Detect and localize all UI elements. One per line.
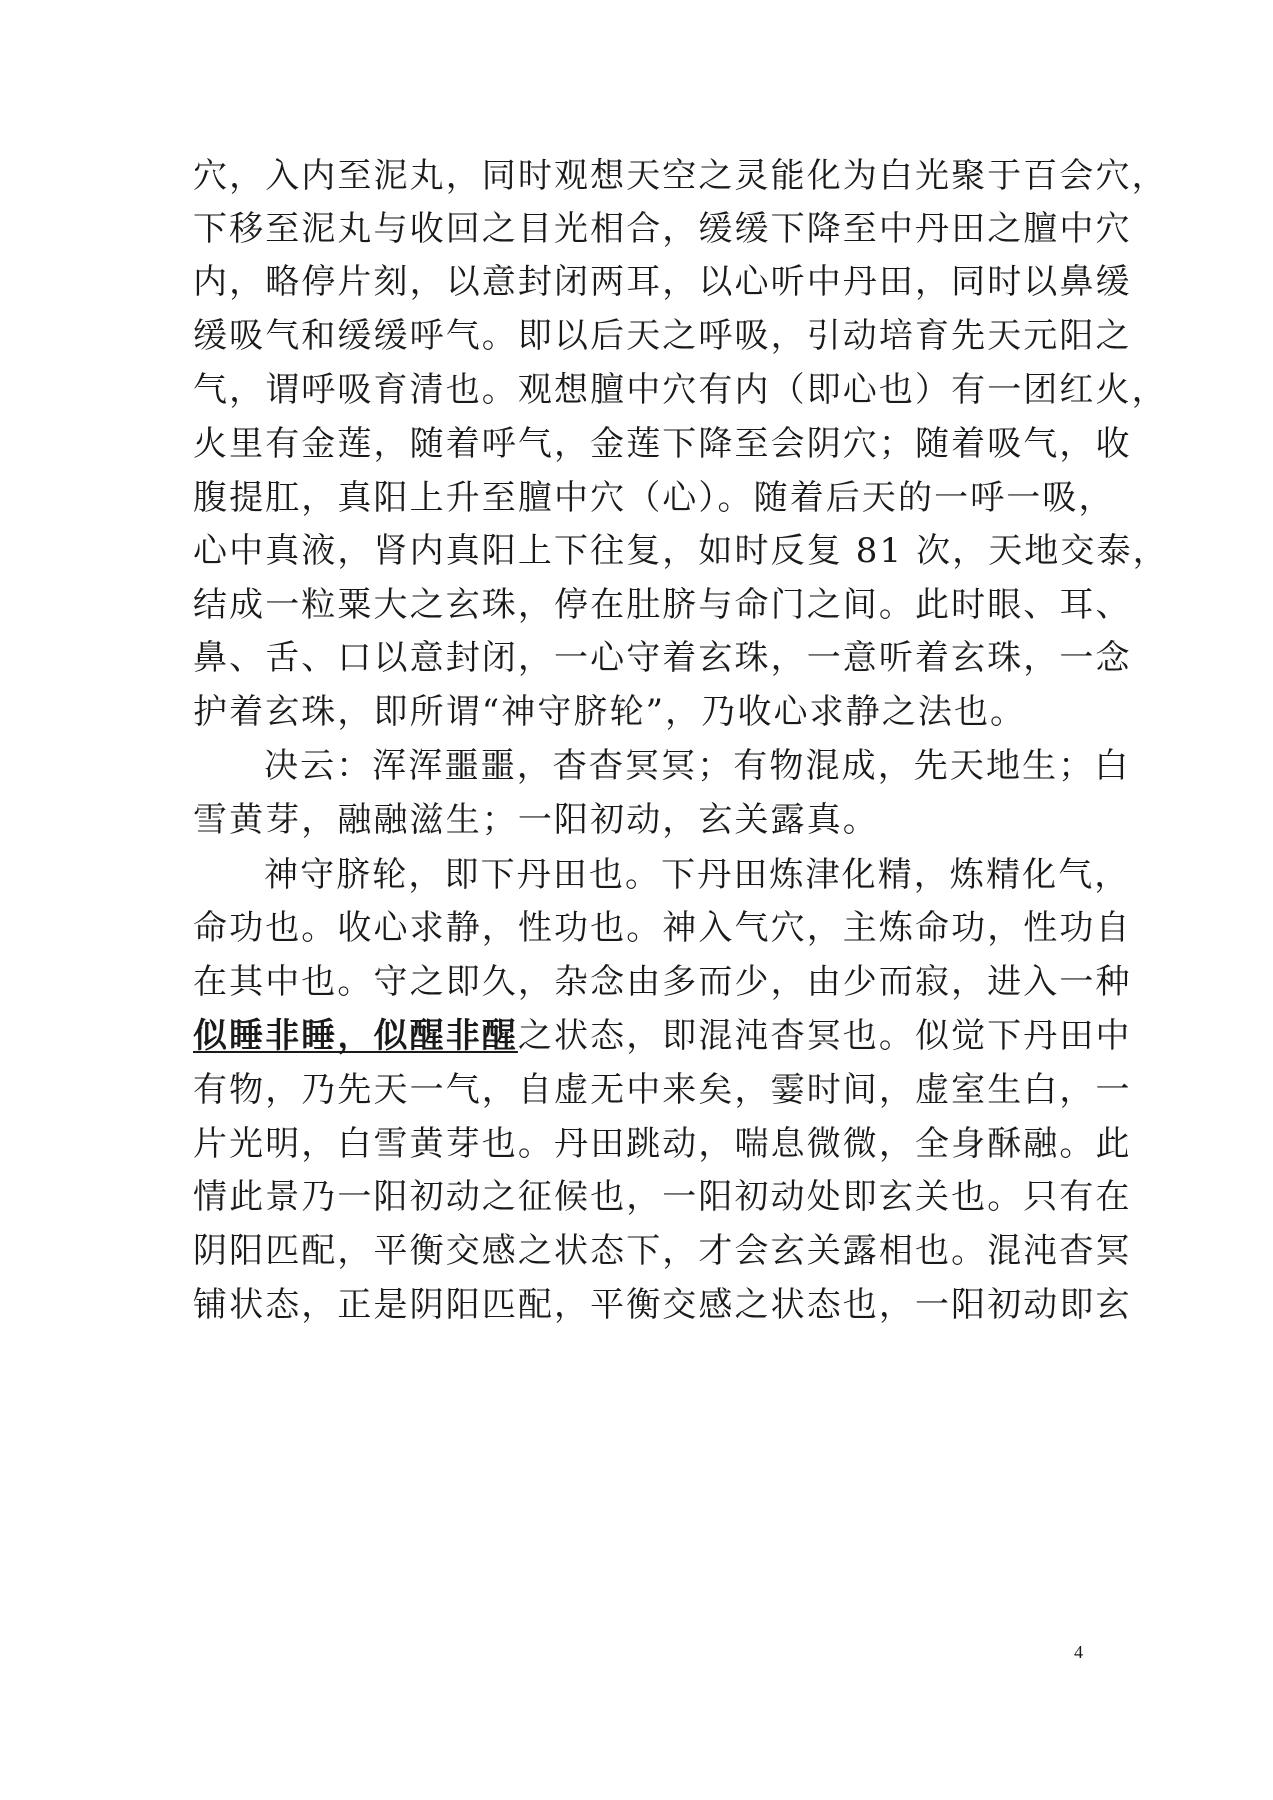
text-line: 腹提肛，真阳上升至膻中穴（心）。随着后天的一呼一吸， xyxy=(193,478,1115,518)
page-number: 4 xyxy=(1074,1642,1083,1662)
text-line-with-emphasis xyxy=(193,1016,1132,1056)
text-line: 护着玄珠，即所谓“神守脐轮”，乃收心求静之法也。 xyxy=(193,692,1027,732)
text-line: 铺状态，正是阴阳匹配，平衡交感之状态也，一阳初动即玄 xyxy=(193,1285,1132,1325)
text-line: 气，谓呼吸育清也。观想膻中穴有内（即心也）有一团红火， xyxy=(193,370,1168,410)
text-line: 火里有金莲，随着呼气，金莲下降至会阴穴；随着吸气，收 xyxy=(193,424,1132,464)
text-line: 情此景乃一阳初动之征候也，一阳初动处即玄关也。只有在 xyxy=(193,1177,1132,1217)
text-line-rest: 之状态，即混沌杳冥也。似觉下丹田中 xyxy=(517,1016,1132,1056)
emphasis-text: 似睡非睡，似醒非醒 xyxy=(193,1016,518,1056)
text-line: 内，略停片刻，以意封闭两耳，以心听中丹田，同时以鼻缓 xyxy=(193,262,1132,302)
text-line: 结成一粒粟大之玄珠，停在肚脐与命门之间。此时眼、耳、 xyxy=(193,585,1132,625)
text-line: 片光明，白雪黄芽也。丹田跳动，喘息微微，全身酥融。此 xyxy=(193,1124,1132,1164)
text-line: 下移至泥丸与收回之目光相合，缓缓下降至中丹田之膻中穴 xyxy=(193,209,1132,249)
text-line: 有物，乃先天一气，自虚无中来矣，霎时间，虚室生白，一 xyxy=(193,1070,1132,1110)
text-line: 神守脐轮，即下丹田也。下丹田炼津化精，炼精化气， xyxy=(264,855,1131,895)
text-line: 心中真液，肾内真阳上下往复，如时反复 81 次，天地交泰， xyxy=(193,531,1169,571)
text-line: 穴，入内至泥丸，同时观想天空之灵能化为白光聚于百会穴， xyxy=(193,156,1168,196)
text-line: 命功也。收心求静，性功也。神入气穴，主炼命功，性功自 xyxy=(193,908,1132,948)
text-line: 鼻、舌、口以意封闭，一心守着玄珠，一意听着玄珠，一念 xyxy=(193,638,1132,678)
text-line: 在其中也。守之即久，杂念由多而少，由少而寂，进入一种 xyxy=(193,962,1132,1002)
text-line: 缓吸气和缓缓呼气。即以后天之呼吸，引动培育先天元阳之 xyxy=(193,316,1132,356)
text-line: 阴阳匹配，平衡交感之状态下，才会玄关露相也。混沌杳冥 xyxy=(193,1231,1132,1271)
text-line: 雪黄芽，融融滋生；一阳初动，玄关露真。 xyxy=(193,800,879,840)
text-line: 决云：浑浑噩噩，杳杳冥冥；有物混成，先天地生；白 xyxy=(264,746,1131,786)
